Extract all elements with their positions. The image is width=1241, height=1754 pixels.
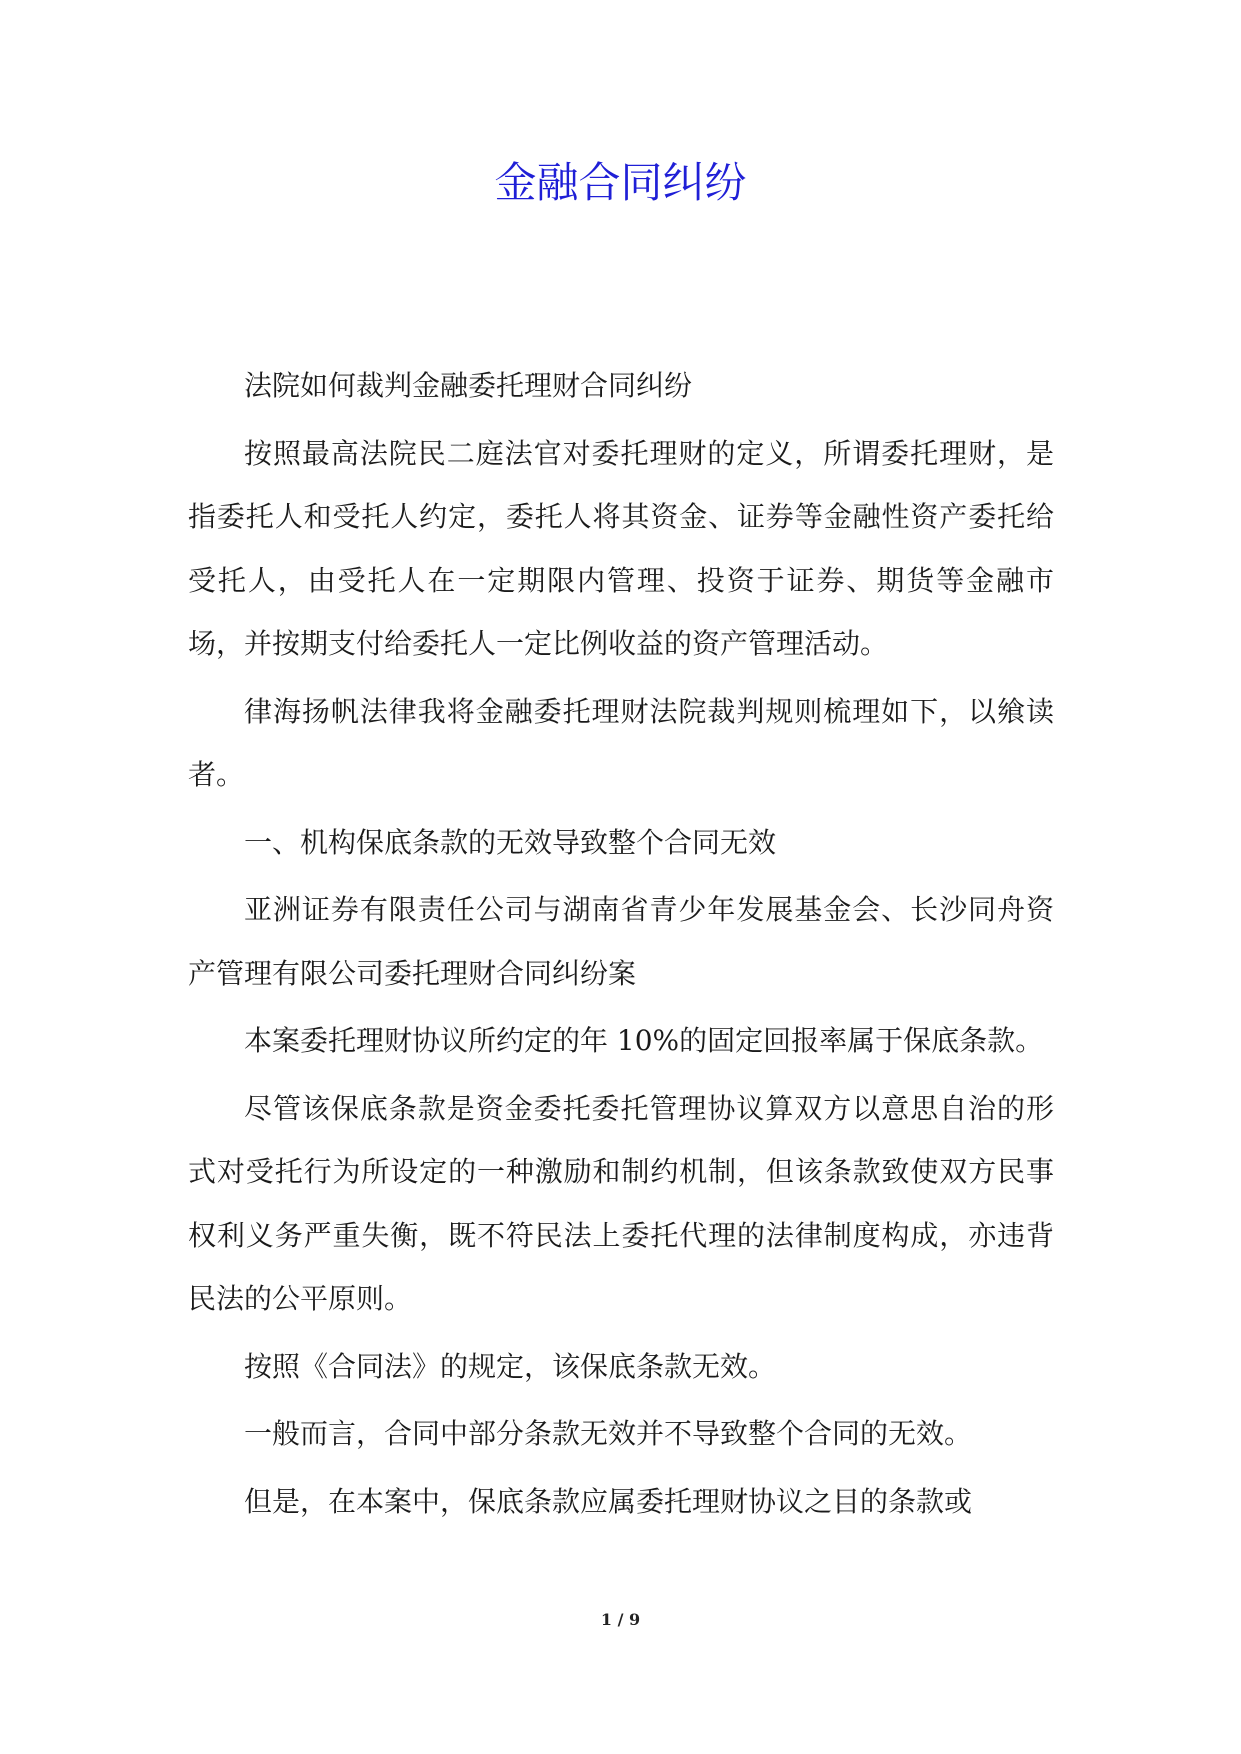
page-number: 1 / 9 [600, 1610, 641, 1629]
paragraph: 尽管该保底条款是资金委托委托管理协议算双方以意思自治的形式对受托行为所设定的一种激励和制约机制，但该条款致使双方民事权利义务严重失衡，既不符民法上委托代理的法律制度构成，亦违背民法的公平原则。 [188, 1091, 1054, 1315]
paragraph: 律海扬帆法律我将金融委托理财法院裁判规则梳理如下，以飨读者。 [188, 694, 1054, 791]
section-heading: 一、机构保底条款的无效导致整个合同无效 [244, 825, 777, 859]
paragraph: 法院如何裁判金融委托理财合同纠纷 [244, 369, 693, 402]
document-body [188, 354, 1054, 1537]
paragraph: 本案委托理财协议所约定的年 10%的固定回报率属于保底条款。 [244, 1024, 1044, 1057]
paragraph: 亚洲证券有限责任公司与湖南省青少年发展基金会、长沙同舟资产管理有限公司委托理财合同纠纷案 [188, 893, 1054, 990]
paragraph: 按照最高法院民二庭法官对委托理财的定义，所谓委托理财，是指委托人和受托人约定，委托人将其资金、证券等金融性资产委托给受托人，由受托人在一定期限内管理、投资于证券、期货等金融市场，并按期支付给委托人一定比例收益的资产管理活动。 [188, 436, 1054, 660]
paragraph: 按照《合同法》的规定，该保底条款无效。 [244, 1349, 777, 1383]
paragraph: 一般而言，合同中部分条款无效并不导致整个合同的无效。 [244, 1417, 973, 1450]
paragraph: 但是，在本案中，保底条款应属委托理财协议之目的条款或 [244, 1484, 973, 1518]
document-title: 金融合同纠纷 [494, 158, 747, 207]
